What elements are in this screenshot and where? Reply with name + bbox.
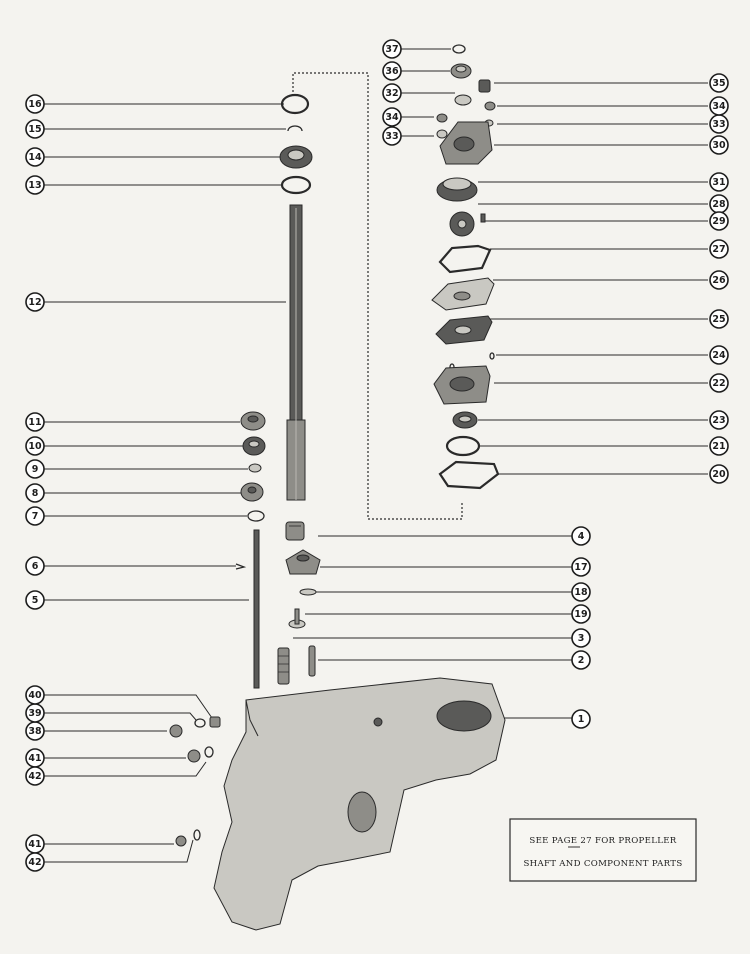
callout-number: 26 <box>712 275 726 286</box>
note-line-2: SHAFT AND COMPONENT PARTS <box>523 859 683 869</box>
part-30-pump-housing <box>440 122 492 164</box>
note-box <box>510 819 696 881</box>
callout-16 <box>26 95 44 113</box>
callout-number: 14 <box>28 152 42 163</box>
part-36-seal <box>451 64 471 78</box>
part-33-washer-left <box>437 130 447 138</box>
callout-number: 15 <box>28 124 42 135</box>
callout-number: 12 <box>28 297 42 308</box>
callout-number: 9 <box>31 464 39 475</box>
callout-42-2 <box>26 853 44 871</box>
callout-28 <box>710 195 728 213</box>
callout-17 <box>572 558 590 576</box>
part-1-gear-housing <box>214 678 505 930</box>
callout-number: 33 <box>712 119 726 130</box>
callout-13 <box>26 176 44 194</box>
part-19-screw <box>289 609 305 628</box>
callout-number: 10 <box>28 441 42 452</box>
part-41-screw <box>188 750 200 762</box>
callout-34-2 <box>710 97 728 115</box>
callout-number: 18 <box>574 587 588 598</box>
part-25-gasket <box>436 316 492 344</box>
part-42-washer-lower <box>194 830 200 840</box>
part-11-pinion-gear <box>241 412 265 430</box>
part-21-o-ring <box>447 437 479 455</box>
callout-12 <box>26 293 44 311</box>
part-32-washer <box>455 95 471 105</box>
part-38-plug <box>170 725 182 737</box>
callout-19 <box>572 605 590 623</box>
part-6-pin <box>236 564 244 569</box>
part-10-bearing <box>243 437 265 455</box>
part-23-seal <box>453 412 477 428</box>
callout-number: 11 <box>28 417 42 428</box>
part-3-spring <box>278 648 289 684</box>
callout-5 <box>26 591 44 609</box>
callout-39 <box>26 704 44 722</box>
callout-37 <box>383 40 401 58</box>
callout-number: 29 <box>712 216 726 227</box>
callout-number: 24 <box>712 350 726 361</box>
callout-25 <box>710 310 728 328</box>
callout-number: 5 <box>31 595 39 606</box>
callout-7 <box>26 507 44 525</box>
callout-number: 4 <box>577 531 585 542</box>
callout-number: 41 <box>28 753 42 764</box>
part-7-ring <box>248 511 264 521</box>
callout-18 <box>572 583 590 601</box>
callout-34-1 <box>383 108 401 126</box>
note-line-1: SEE PAGE 27 FOR PROPELLER <box>529 836 677 846</box>
callout-number: 1 <box>577 714 585 725</box>
callout-number: 7 <box>31 511 39 522</box>
callout-number: 32 <box>385 88 399 99</box>
callout-number: 33 <box>385 131 399 142</box>
callout-9 <box>26 460 44 478</box>
callout-36 <box>383 62 401 80</box>
callout-1 <box>572 710 590 728</box>
callout-number: 41 <box>28 839 42 850</box>
part-40-plug <box>210 717 220 727</box>
part-22-pump-base <box>434 366 490 404</box>
callout-number: 16 <box>28 99 42 110</box>
part-18-washer <box>300 589 316 595</box>
callout-number: 6 <box>31 561 39 572</box>
part-13-o-ring <box>282 177 310 193</box>
callout-number: 21 <box>712 441 726 452</box>
callout-number: 20 <box>712 469 726 480</box>
callout-number: 39 <box>28 708 42 719</box>
callout-number: 42 <box>28 771 42 782</box>
part-24-pin <box>490 353 494 359</box>
callout-number: 34 <box>385 112 399 123</box>
callout-number: 22 <box>712 378 726 389</box>
part-17-bevel-gear <box>286 550 320 574</box>
callout-35 <box>710 74 728 92</box>
callout-number: 30 <box>712 140 726 151</box>
callout-11 <box>26 413 44 431</box>
callout-number: 3 <box>577 633 585 644</box>
callout-number: 19 <box>574 609 588 620</box>
callout-number: 8 <box>31 488 39 499</box>
part-20-gasket <box>440 462 498 488</box>
callout-number: 31 <box>712 177 726 188</box>
callout-24 <box>710 346 728 364</box>
callout-number: 17 <box>574 562 588 573</box>
callout-4 <box>572 527 590 545</box>
callout-22 <box>710 374 728 392</box>
part-2-pin <box>309 646 315 676</box>
part-31-impeller-insert <box>437 178 477 201</box>
part-14-bearing <box>280 146 312 168</box>
part-37-ring <box>453 45 465 53</box>
part-34-nut-right <box>485 102 495 110</box>
callout-number: 38 <box>28 726 42 737</box>
note-page-number: 27 <box>580 836 592 846</box>
callout-41-2 <box>26 835 44 853</box>
callout-14 <box>26 148 44 166</box>
callout-number: 13 <box>28 180 42 191</box>
callout-number: 37 <box>385 44 399 55</box>
callout-15 <box>26 120 44 138</box>
callout-number: 34 <box>712 101 726 112</box>
part-34-nut-left <box>437 114 447 122</box>
reference-note <box>510 819 696 881</box>
callout-6 <box>26 557 44 575</box>
part-16-o-ring <box>282 95 308 113</box>
callout-number: 42 <box>28 857 42 868</box>
callout-3 <box>572 629 590 647</box>
part-42-washer <box>205 747 213 757</box>
part-5-shift-shaft <box>254 530 259 688</box>
callout-20 <box>710 465 728 483</box>
part-4-bushing <box>286 522 304 540</box>
callout-42-1 <box>26 767 44 785</box>
callout-number: 27 <box>712 244 726 255</box>
part-41-screw-lower <box>176 836 186 846</box>
callout-40 <box>26 686 44 704</box>
callout-26 <box>710 271 728 289</box>
part-28-impeller <box>450 212 474 236</box>
part-27-gasket <box>440 246 490 272</box>
part-39-washer <box>195 719 205 727</box>
callout-number: 23 <box>712 415 726 426</box>
callout-27 <box>710 240 728 258</box>
part-12-drive-shaft <box>287 205 305 500</box>
part-8-gear <box>241 483 263 501</box>
part-26-face-plate <box>432 278 494 310</box>
callout-number: 35 <box>712 78 726 89</box>
callout-number: 28 <box>712 199 726 210</box>
callout-33-1 <box>383 127 401 145</box>
callout-41-1 <box>26 749 44 767</box>
callout-number: 36 <box>385 66 399 77</box>
callout-number: 40 <box>28 690 42 701</box>
callout-number: 25 <box>712 314 726 325</box>
callout-30 <box>710 136 728 154</box>
callout-10 <box>26 437 44 455</box>
callout-33-2 <box>710 115 728 133</box>
callout-38 <box>26 722 44 740</box>
callout-32 <box>383 84 401 102</box>
part-9-washer <box>249 464 261 472</box>
part-29-key <box>481 214 485 222</box>
callout-8 <box>26 484 44 502</box>
callout-2 <box>572 651 590 669</box>
callout-31 <box>710 173 728 191</box>
part-15-retaining-ring <box>288 126 302 131</box>
callout-21 <box>710 437 728 455</box>
part-35-spring <box>479 80 490 92</box>
callout-number: 2 <box>577 655 585 666</box>
callout-23 <box>710 411 728 429</box>
parts-illustrations <box>170 45 505 930</box>
callout-29 <box>710 212 728 230</box>
